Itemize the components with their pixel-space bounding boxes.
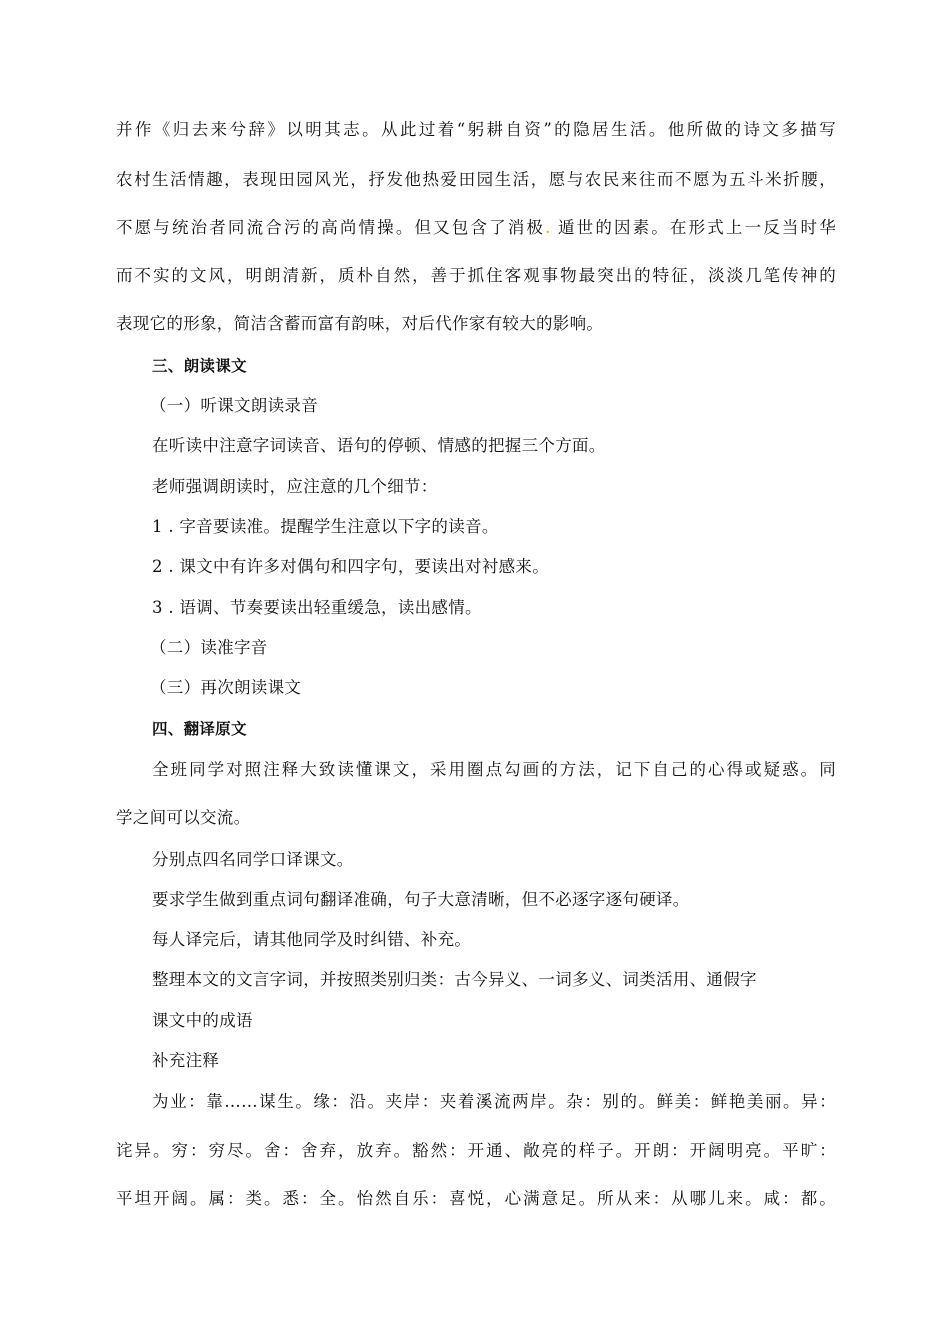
section-3-para-2: 老师强调朗读时，应注意的几个细节： <box>152 477 438 496</box>
intro-line-3b: 遁世的因素。在形式上一反当时华 <box>550 218 836 237</box>
section-4-para-4: 每人译完后，请其他同学及时纠错、补充。 <box>152 930 472 949</box>
notes-line-2: 诧异。穷：穷尽。舍：舍弃，放弃。豁然：开通、敞亮的样子。开朗：开阔明亮。平旷： <box>116 1141 836 1160</box>
section-3-sub-3: （三）再次朗读课文 <box>150 678 302 697</box>
intro-line-3 <box>116 218 836 238</box>
section-4-para-1b: 学之间可以交流。 <box>116 808 251 827</box>
section-3-item-2: 2 . 课文中有许多对偶句和四字句，要读出对衬感来。 <box>152 557 550 576</box>
section-4-heading: 四、翻译原文 <box>152 720 247 738</box>
section-3-item-3: 3 . 语调、节奏要读出轻重缓急，读出感情。 <box>152 598 482 617</box>
notes-line-3: 平坦开阔。属：类。悉：全。怡然自乐：喜悦，心满意足。所从来：从哪儿来。咸：都。 <box>116 1189 836 1208</box>
section-3-item-1: 1 . 字音要读准。提醒学生注意以下字的读音。 <box>152 517 499 536</box>
section-3-para-1: 在听读中注意字词读音、语句的停顿、情感的把握三个方面。 <box>152 436 606 455</box>
section-4-para-6: 课文中的成语 <box>152 1011 253 1030</box>
section-3-sub-1: （一）听课文朗读录音 <box>150 396 318 415</box>
intro-line-5: 表现它的形象，简洁含蓄而富有韵味，对后代作家有较大的影响。 <box>116 314 604 333</box>
intro-line-4: 而不实的文风，明朗清新，质朴自然，善于抓住客观事物最突出的特征，淡淡几笔传神的 <box>116 266 836 285</box>
intro-line-1: 并作《归去来兮辞》以明其志。从此过着“躬耕自资”的隐居生活。他所做的诗文多描写 <box>116 120 836 139</box>
section-4-para-7: 补充注释 <box>152 1051 220 1070</box>
notes-line-1: 为业：靠……谋生。缘：沿。夹岸：夹着溪流两岸。杂：别的。鲜美：鲜艳美丽。异： <box>152 1092 836 1111</box>
section-4-para-2: 分别点四名同学口译课文。 <box>152 850 354 869</box>
intro-line-3a: 不愿与统治者同流合污的高尚情操。但又包含了消极 <box>116 218 546 237</box>
section-4-para-5: 整理本文的文言字词，并按照类别归类：古今异义、一词多义、词类活用、通假字 <box>152 970 757 989</box>
intro-line-2: 农村生活情趣，表现田园风光，抒发他热爱田园生活，愿与农民来往而不愿为五斗米折腰， <box>116 170 836 189</box>
highlight-mark: . <box>545 218 551 237</box>
section-4-para-1a: 全班同学对照注释大致读懂课文，采用圈点勾画的方法，记下自己的心得或疑惑。同 <box>152 760 836 779</box>
section-3-sub-2: （二）读准字音 <box>150 638 268 657</box>
section-3-heading: 三、朗读课文 <box>152 357 247 375</box>
section-4-para-3: 要求学生做到重点词句翻译准确，句子大意清晰，但不必逐字逐句硬译。 <box>152 890 690 909</box>
